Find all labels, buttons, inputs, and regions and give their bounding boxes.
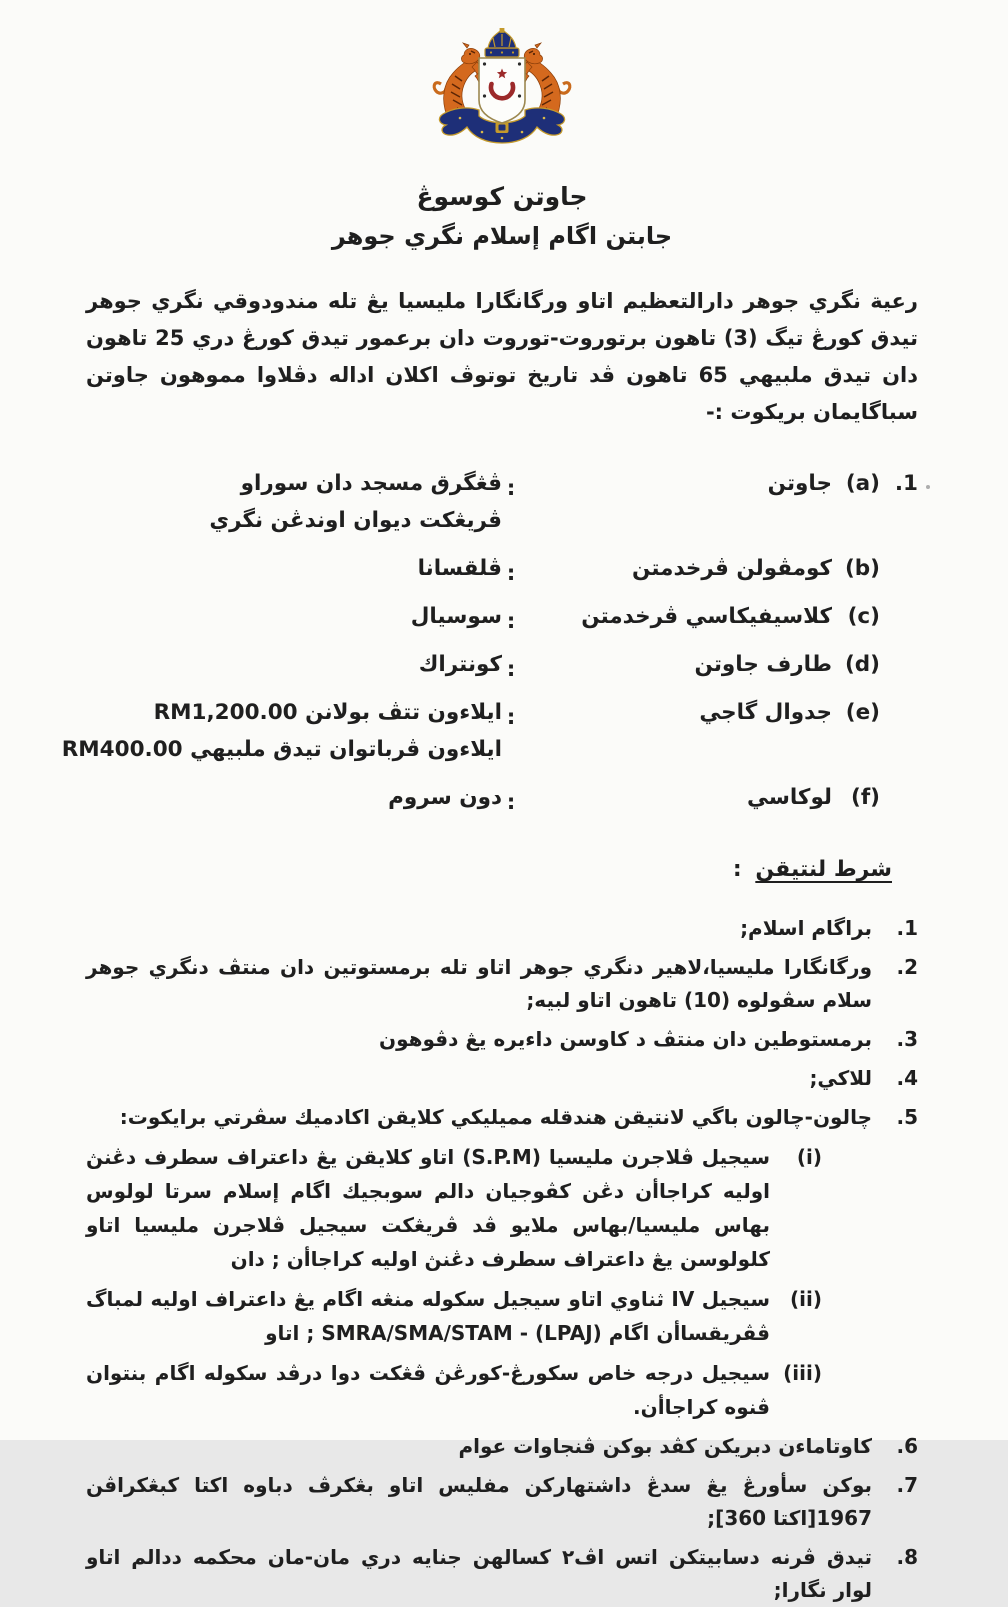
- row-value: [86, 550, 502, 587]
- row-letter: (a): [845, 471, 880, 496]
- item-number: 4.: [896, 1066, 918, 1090]
- row-label: جدوال گاجي: [699, 700, 832, 725]
- row-letter: (f): [850, 785, 880, 810]
- row-colon: :: [506, 657, 516, 682]
- item-text: للاكي;: [809, 1066, 872, 1090]
- row-value-line: كونتراك: [418, 652, 502, 677]
- item-number: 3.: [896, 1027, 918, 1051]
- item-text: ورگانگارا مليسيا،لاهير دنگري جوهر اتاو تله برمستوتين دان منتڤ دنگري جوهر سلام سڤولوه (10) تاهون اتاو لبيه;: [86, 955, 872, 1012]
- condition-item-2: [86, 951, 918, 1017]
- conditions-heading: [86, 854, 892, 886]
- row-label: طارف جاوتن: [694, 652, 832, 677]
- row-value: [62, 694, 502, 768]
- scan-artifact-dot: [926, 485, 930, 489]
- row-colon: :: [506, 790, 516, 815]
- row-value-line: ايلاءون تتڤ بولانن RM1,200.00: [153, 700, 502, 725]
- subitem-text: سيجيل درجه خاص سكورڠ-كورڠڽ ڤڠكت دوا درڤد سكوله اگام بنتوان ڤنوه كراجاأن.: [86, 1361, 770, 1419]
- subitem-marker: (ii): [790, 1287, 822, 1311]
- subitem-marker: (iii): [783, 1361, 822, 1385]
- row-letter: (d): [844, 652, 880, 677]
- row-value-line: سوسيال: [410, 604, 502, 629]
- row-value: [86, 779, 502, 816]
- row-label: لوكاسي: [746, 785, 832, 810]
- condition-item-4: [86, 1062, 918, 1095]
- vacancy-row-d: [86, 646, 918, 683]
- row-value-line: ايلاءون ڤرباتوان تيدق ملبيهي RM400.00: [61, 737, 502, 762]
- crown-icon: [485, 28, 519, 57]
- item-number: 6.: [896, 1434, 918, 1458]
- subitem-text: سيجيل ڤلاجرن مليسيا (S.P.M) اتاو كلايقن يڠ داعتراف سطرف دڠنڽ اوليه كراجاأن دڠن كڤوجيان دالم سوبجيك اگام إسلام سرتا لولوس بهاس مليسيا/بهاس ملايو ڤد ڤريڠكت سيجيل ڤلاجرن مليسيا اتاو كلولوسن يڠ داعتراف سطرف دڠنڽ اوليه كراجاأن ; دان: [86, 1145, 770, 1271]
- vacancy-row-a: [86, 465, 918, 539]
- conditions-list: [86, 912, 918, 1607]
- conditions-heading-colon: :: [732, 857, 742, 882]
- vacancy-number: 1.: [894, 471, 918, 496]
- document-title: جاوتن كوسوڠ: [416, 182, 588, 211]
- item-text: برمستوطين دان منتڤ د كاوسن داءيره يڠ دڤوهون: [379, 1027, 872, 1051]
- condition-subitem-iii: [86, 1356, 822, 1424]
- row-label: كومڤولن ڤرخدمتن: [632, 556, 832, 581]
- item-number: 2.: [896, 955, 918, 979]
- condition-item-8: [86, 1541, 918, 1607]
- row-colon: :: [506, 705, 516, 730]
- intro-paragraph: رعية نگري جوهر دارالتعظيم اتاو ورگانگارا مليسيا يڠ تله مندودوقي نگري جوهر تيدق كورڠ تيگ (3) تاهون برتوروت-توروت دان برعمور تيدق كورڠ دري 25 تاهون دان تيدق ملبيهي 65 تاهون ڤد تاريخ توتوڤ اكلان اداله دڤلاوا مموهون جاوتن سباگايمان بريكوت :-: [86, 289, 918, 424]
- row-letter: (e): [845, 700, 880, 725]
- row-value: [86, 465, 502, 539]
- row-colon: :: [506, 561, 516, 586]
- row-value: [86, 646, 502, 683]
- shield-icon: [479, 58, 525, 123]
- row-value-line: ڤريڠكت ديوان اوندڠن نگري: [209, 508, 502, 533]
- item-text: براگام اسلام;: [740, 916, 872, 940]
- vacancy-row-c: [86, 598, 918, 635]
- row-letter: (b): [844, 556, 880, 581]
- condition-item-1: [86, 912, 918, 945]
- conditions-heading-text: شرط لنتيقن: [755, 857, 892, 882]
- condition-item-6: [86, 1430, 918, 1463]
- johor-coat-of-arms-icon: [427, 28, 577, 156]
- item-number: 5.: [896, 1105, 918, 1129]
- item-text: بوكن سأورڠ يڠ سدڠ داشتهاركن مفليس اتاو بڠكرڤ دباوه اكتا كبڠكراڤن 1967[اكتا 360];: [86, 1473, 872, 1530]
- condition-item-7: [86, 1469, 918, 1535]
- item-number: 1.: [896, 916, 918, 940]
- row-colon: :: [506, 476, 516, 501]
- item-number: 8.: [896, 1545, 918, 1569]
- vacancy-row-e: [61, 694, 918, 768]
- condition-subitem-ii: [86, 1282, 822, 1350]
- item-text: چالون-چالون باگي لانتيقن هندقله مميليكي كلايقن اكادميك سڤرتي برايكوت:: [119, 1105, 872, 1129]
- row-label: جاوتن: [767, 471, 832, 496]
- row-value-line: دون سروم: [388, 785, 502, 810]
- item-text: تيدق ڤرنه دسابيتكن اتس اڤ٢ كسالهن جنايه دري مان-مان محكمه ددالم اتاو لوار نگارا;: [86, 1545, 872, 1602]
- row-value-line: ڤڠگرق مسجد دان سوراو: [240, 471, 502, 496]
- item-text: كاوتاماءن دبريكن كڤد بوكن ڤنجاوات عوام: [458, 1434, 872, 1458]
- condition-item-5: [86, 1101, 918, 1134]
- condition-item-3: [86, 1023, 918, 1056]
- subitem-marker: (i): [796, 1145, 822, 1169]
- row-colon: :: [506, 609, 516, 634]
- vacancy-row-f: [86, 779, 918, 816]
- subitem-text: سيجيل IV ثناوي اتاو سيجيل سكوله منڠه اگام يڠ داعتراف اوليه لمباگ ڤڤريقساأن اگام (LPAJ) - SMRA/SMA/STAM ; اتاو: [86, 1287, 770, 1345]
- item-number: 7.: [896, 1473, 918, 1497]
- vacancy-details: [61, 465, 918, 816]
- row-value-line: ڤلقسانا: [417, 556, 502, 581]
- row-value: [86, 598, 502, 635]
- vacancy-row-b: [86, 550, 918, 587]
- row-letter: (c): [847, 604, 880, 629]
- condition-subitem-i: [86, 1140, 822, 1276]
- row-label: كلاسيفيكاسي ڤرخدمتن: [581, 604, 832, 629]
- department-name: جابتن اگام إسلام نگري جوهر: [331, 222, 673, 250]
